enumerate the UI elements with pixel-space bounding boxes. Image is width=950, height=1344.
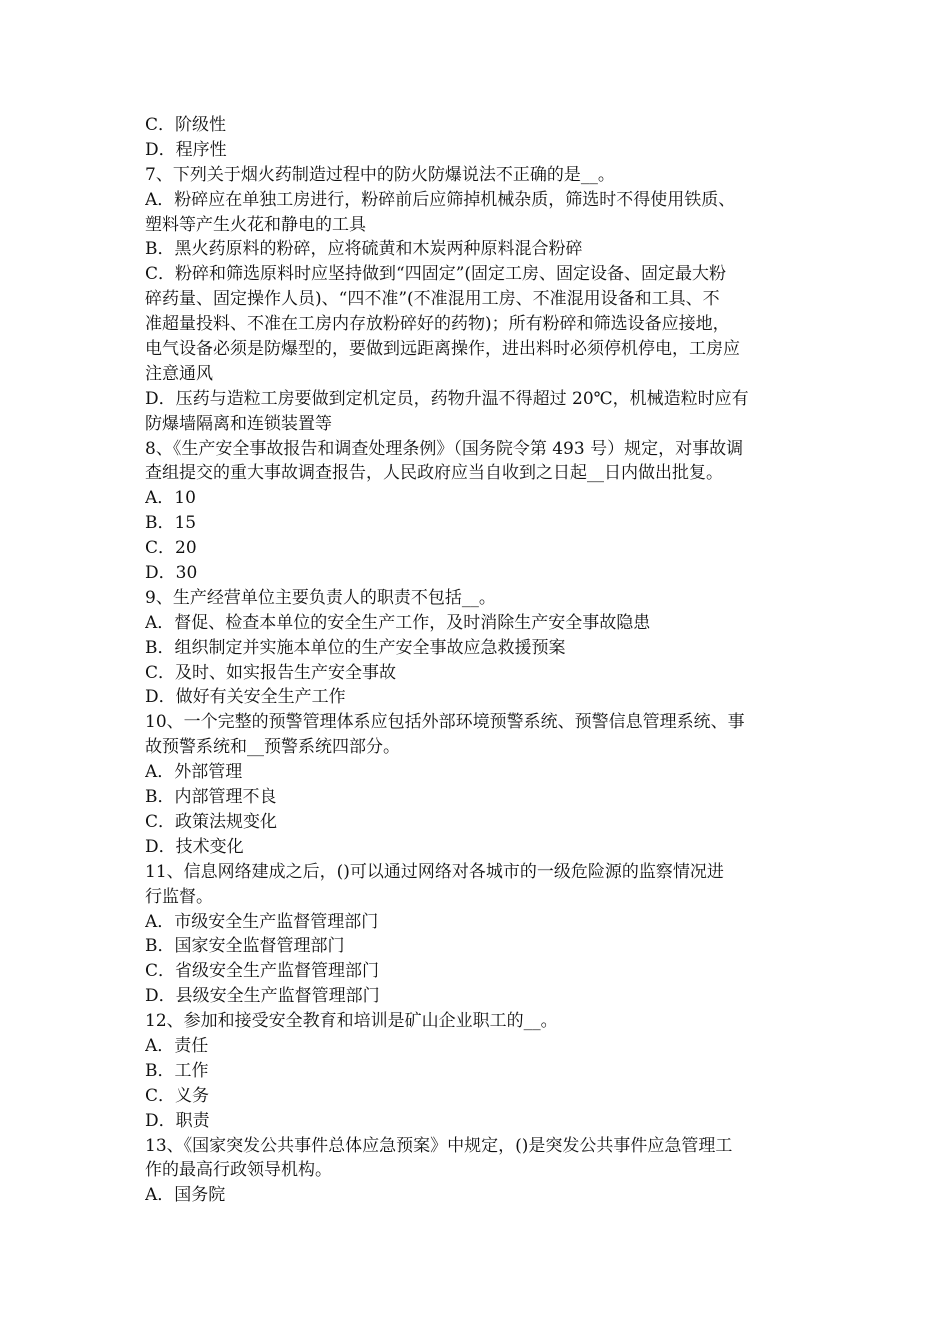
- text-line: C．20: [145, 538, 197, 559]
- text-line: B．工作: [145, 1060, 209, 1081]
- answer-option: [145, 1109, 810, 1134]
- answer-option: [145, 387, 810, 437]
- text-line: A．市级安全生产监督管理部门: [145, 911, 379, 932]
- text-line: 10、一个完整的预警管理体系应包括外部环境预警系统、预警信息管理系统、事: [145, 712, 745, 733]
- text-line: 9、生产经营单位主要负责人的职责不包括__。: [145, 587, 496, 608]
- text-line: B．内部管理不良: [145, 787, 277, 808]
- text-line: 13、《国家突发公共事件总体应急预案》中规定，()是突发公共事件应急管理工: [145, 1135, 733, 1156]
- text-line: A．国务院: [145, 1185, 226, 1206]
- answer-option: [145, 611, 810, 636]
- answer-option: [145, 237, 810, 262]
- text-line: 作的最高行政领导机构。: [145, 1160, 332, 1181]
- text-line: 行监督。: [145, 886, 213, 907]
- question-text: [145, 860, 810, 910]
- answer-option: [145, 661, 810, 686]
- text-line: B．组织制定并实施本单位的生产安全事故应急救援预案: [145, 637, 566, 658]
- text-line: C．义务: [145, 1085, 210, 1106]
- text-line: 查组提交的重大事故调查报告，人民政府应当自收到之日起__日内做出批复。: [145, 463, 723, 484]
- text-line: 11、信息网络建成之后，()可以通过网络对各城市的一级危险源的监察情况进: [145, 861, 724, 882]
- answer-option: [145, 511, 810, 536]
- question-text: [145, 437, 810, 487]
- question-text: [145, 1134, 810, 1184]
- answer-option: [145, 486, 810, 511]
- text-line: 故预警系统和__预警系统四部分。: [145, 737, 400, 758]
- answer-option: [145, 188, 810, 238]
- text-line: 注意通风: [145, 363, 213, 384]
- text-line: 塑料等产生火花和静电的工具: [145, 214, 366, 235]
- text-line: C．粉碎和筛选原料时应坚持做到“四固定”(固定工房、固定设备、固定最大粉: [145, 264, 727, 285]
- text-line: 7、下列关于烟火药制造过程中的防火防爆说法不正确的是__。: [145, 164, 615, 185]
- text-line: 电气设备必须是防爆型的，要做到远距离操作，进出料时必须停机停电，工房应: [145, 339, 740, 360]
- answer-option: [145, 785, 810, 810]
- text-line: D．县级安全生产监督管理部门: [145, 986, 380, 1007]
- answer-option: [145, 1034, 810, 1059]
- answer-option: [145, 910, 810, 935]
- answer-option: [145, 113, 810, 138]
- text-line: A．10: [145, 488, 196, 509]
- text-line: D．程序性: [145, 139, 227, 160]
- question-text: [145, 586, 810, 611]
- question-text: [145, 710, 810, 760]
- text-line: B．15: [145, 513, 197, 534]
- text-line: A．外部管理: [145, 762, 243, 783]
- answer-option: [145, 984, 810, 1009]
- answer-option: [145, 561, 810, 586]
- text-line: D．做好有关安全生产工作: [145, 687, 346, 708]
- answer-option: [145, 262, 810, 386]
- answer-option: [145, 636, 810, 661]
- question-text: [145, 1009, 810, 1034]
- answer-option: [145, 1183, 810, 1208]
- text-line: C．阶级性: [145, 115, 227, 135]
- answer-option: [145, 536, 810, 561]
- text-line: B．国家安全监督管理部门: [145, 936, 345, 957]
- text-line: D．技术变化: [145, 836, 244, 857]
- answer-option: [145, 959, 810, 984]
- text-line: D．职责: [145, 1110, 210, 1131]
- text-line: A．粉碎应在单独工房进行，粉碎前后应筛掉机械杂质，筛选时不得使用铁质、: [145, 189, 736, 210]
- answer-option: [145, 1084, 810, 1109]
- answer-option: [145, 934, 810, 959]
- text-line: D．30: [145, 563, 198, 584]
- answer-option: [145, 138, 810, 163]
- answer-option: [145, 835, 810, 860]
- text-line: D．压药与造粒工房要做到定机定员，药物升温不得超过 20℃，机械造粒时应有: [145, 388, 749, 409]
- text-line: A．督促、检查本单位的安全生产工作，及时消除生产安全事故隐患: [145, 612, 651, 633]
- text-line: 8、《生产安全事故报告和调查处理条例》（国务院令第 493 号）规定，对事故调: [145, 438, 744, 459]
- text-line: C．省级安全生产监督管理部门: [145, 961, 380, 982]
- answer-option: [145, 810, 810, 835]
- text-line: C．政策法规变化: [145, 811, 278, 832]
- answer-option: [145, 760, 810, 785]
- question-text: [145, 163, 810, 188]
- answer-option: [145, 685, 810, 710]
- text-line: A．责任: [145, 1035, 209, 1056]
- answer-option: [145, 1059, 810, 1084]
- text-line: B．黑火药原料的粉碎，应将硫黄和木炭两种原料混合粉碎: [145, 239, 583, 260]
- text-line: C．及时、如实报告生产安全事故: [145, 662, 397, 683]
- text-line: 12、参加和接受安全教育和培训是矿山企业职工的__。: [145, 1011, 558, 1032]
- text-line: 防爆墙隔离和连锁装置等: [145, 413, 332, 434]
- document-page: [145, 113, 810, 1208]
- text-line: 碎药量、固定操作人员)、“四不准”(不准混用工房、不准混用设备和工具、不: [145, 289, 720, 310]
- text-line: 准超量投料、不准在工房内存放粉碎好的药物)；所有粉碎和筛选设备应接地，: [145, 314, 730, 335]
